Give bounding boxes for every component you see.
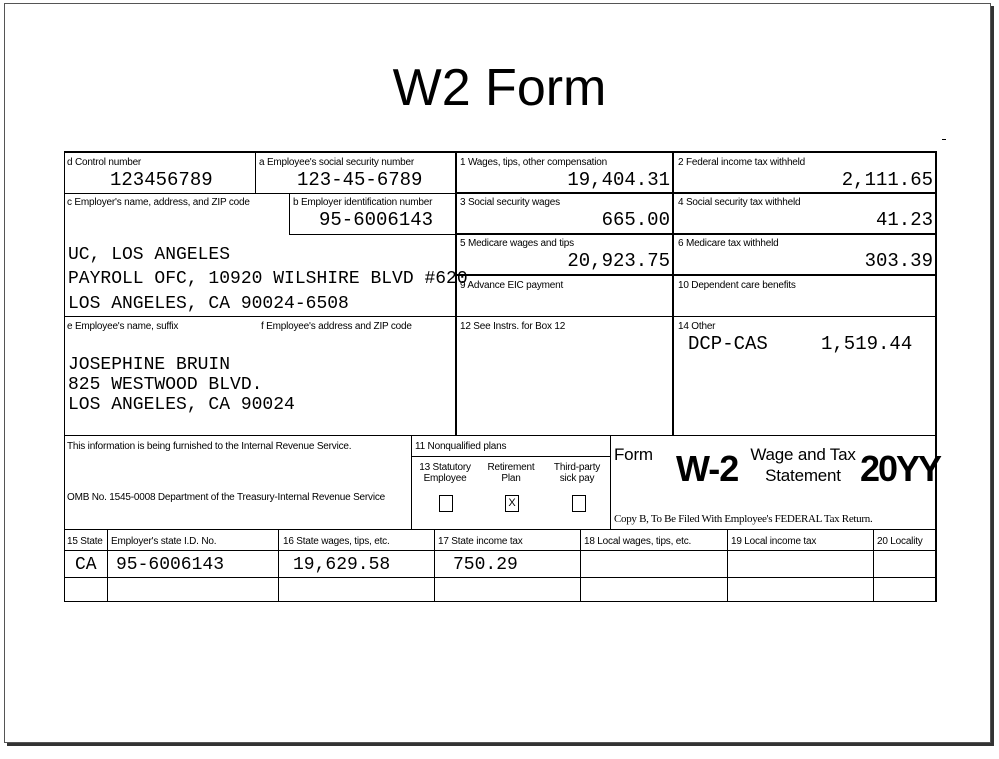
rule-box11-right	[610, 435, 611, 530]
box17-label: 17 State income tax	[438, 536, 523, 547]
employer-line-2: PAYROLL OFC, 10920 WILSHIRE BLVD #620	[68, 269, 468, 289]
control-number-label: d Control number	[67, 157, 142, 168]
ssn-value: 123-45-6789	[297, 169, 423, 191]
page-title: W2 Form	[392, 59, 607, 117]
state-wages-value: 19,629.58	[293, 555, 391, 575]
wage-tax-statement-line1: Wage and Tax	[750, 445, 856, 464]
state-id-label: Employer's state I.D. No.	[111, 536, 217, 547]
state-id-value: 95-6006143	[116, 555, 225, 575]
rule-row3	[456, 274, 936, 276]
form-border-bottom	[64, 601, 937, 602]
box10-label: 10 Dependent care benefits	[678, 280, 796, 291]
box14-code: DCP-CAS	[688, 333, 768, 355]
tax-year: 20YY	[860, 448, 941, 489]
box18-label: 18 Local wages, tips, etc.	[584, 536, 692, 547]
irs-note: This information is being furnished to the Internal Revenue Service.	[67, 441, 352, 452]
box2-value: 2,111.65	[841, 169, 933, 191]
box11-label: 11 Nonqualified plans	[415, 441, 507, 452]
rule-employer-bottom	[64, 316, 936, 317]
third-party-sick-pay-checkbox[interactable]	[572, 495, 586, 512]
employer-line-3: LOS ANGELES, CA 90024-6508	[68, 294, 349, 314]
statutory-employee-checkbox[interactable]	[439, 495, 453, 512]
form-border-top	[64, 151, 937, 153]
box6-value: 303.39	[864, 250, 933, 272]
box20-label: 20 Locality	[877, 536, 923, 547]
box13-thirdparty-line2: sick pay	[559, 473, 595, 484]
box13-statutory-line2: Employee	[423, 473, 467, 484]
rule-col-19	[727, 529, 728, 602]
box15-label: 15 State	[67, 536, 103, 547]
ein-label: b Employer identification number	[293, 197, 433, 208]
employee-line-1: JOSEPHINE BRUIN	[68, 355, 231, 375]
state-value: CA	[75, 555, 97, 575]
box3-value: 665.00	[601, 209, 670, 231]
form-word: Form	[614, 445, 653, 464]
box5-value: 20,923.75	[567, 250, 670, 272]
box19-label: 19 Local income tax	[731, 536, 817, 547]
state-tax-value: 750.29	[453, 555, 518, 575]
rule-control-ssn	[255, 151, 256, 194]
rule-col-18	[580, 529, 581, 602]
box13-retirement-line1: Retirement	[487, 462, 535, 473]
box6-label: 6 Medicare tax withheld	[678, 238, 779, 249]
box9-label: 9 Advance EIC payment	[460, 280, 564, 291]
box1-value: 19,404.31	[567, 169, 670, 191]
rule-box11-bottom	[411, 456, 611, 457]
ein-value: 95-6006143	[319, 209, 434, 231]
box2-label: 2 Federal income tax withheld	[678, 157, 806, 168]
box5-label: 5 Medicare wages and tips	[460, 238, 574, 249]
box12-label: 12 See Instrs. for Box 12	[460, 321, 566, 332]
rule-state-row2	[64, 577, 936, 578]
box13-thirdparty-line1: Third-party	[553, 462, 601, 473]
box4-label: 4 Social security tax withheld	[678, 197, 801, 208]
form-name: W-2	[676, 448, 739, 489]
box16-label: 16 State wages, tips, etc.	[283, 536, 390, 547]
stray-mark	[942, 139, 946, 140]
rule-employee-bottom	[64, 435, 936, 436]
box14-label: 14 Other	[678, 321, 716, 332]
box1-label: 1 Wages, tips, other compensation	[460, 157, 607, 168]
rule-row2	[456, 233, 936, 235]
copy-note: Copy B, To Be Filed With Employee's FEDERAL Tax Return.	[614, 513, 873, 525]
employer-label: c Employer's name, address, and ZIP code	[67, 197, 250, 208]
rule-ein-left	[289, 193, 290, 235]
retirement-plan-checkbox[interactable]: X	[505, 495, 519, 512]
rule-col-15	[107, 529, 108, 602]
wage-tax-statement-line2: Statement	[765, 466, 841, 485]
employee-line-3: LOS ANGELES, CA 90024	[68, 395, 295, 415]
rule-row1	[456, 192, 936, 194]
ssn-label: a Employee's social security number	[259, 157, 414, 168]
rule-col-16	[278, 529, 279, 602]
box13-retirement-line2: Plan	[501, 473, 521, 484]
box4-value: 41.23	[875, 209, 933, 231]
rule-ein-bottom	[289, 234, 456, 235]
employee-address-label: f Employee's address and ZIP code	[261, 321, 412, 332]
rule-col-20	[873, 529, 874, 602]
form-border-right	[935, 151, 937, 602]
box3-label: 3 Social security wages	[460, 197, 560, 208]
employer-line-1: UC, LOS ANGELES	[68, 245, 231, 265]
box14-amount: 1,519.44	[821, 333, 913, 355]
rule-state-header	[64, 550, 936, 551]
omb-note: OMB No. 1545-0008 Department of the Treasury-Internal Revenue Service	[67, 492, 386, 503]
rule-state-top	[64, 529, 936, 530]
rule-control-bottom	[64, 193, 456, 194]
rule-box11-left	[411, 435, 412, 530]
rule-col-17	[434, 529, 435, 602]
box13-statutory-line1: 13 Statutory	[419, 462, 471, 473]
employee-name-label: e Employee's name, suffix	[67, 321, 179, 332]
form-border-left	[64, 151, 65, 602]
employee-line-2: 825 WESTWOOD BLVD.	[68, 375, 263, 395]
control-number-value: 123456789	[110, 169, 213, 191]
